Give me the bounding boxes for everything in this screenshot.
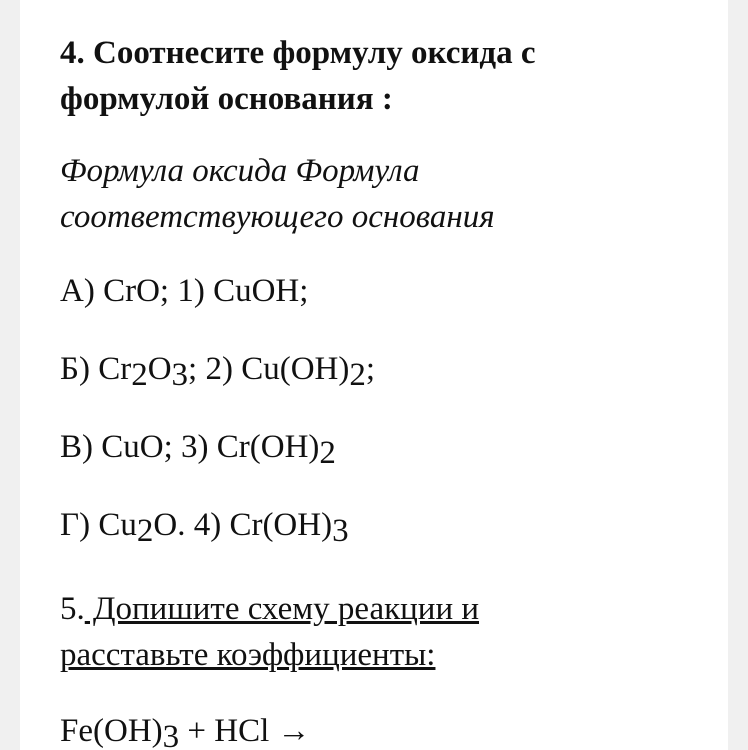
row-g-oxide-part2: O xyxy=(153,507,178,543)
task5-text-line1: Допишите схему реакции и xyxy=(84,591,480,627)
row-b-sep: ; xyxy=(188,351,206,387)
row-g-oxide-sub1: 2 xyxy=(136,512,154,549)
row-b-oxide-sub2: 3 xyxy=(171,356,189,393)
row-b-num: 2) xyxy=(205,351,242,387)
row-v-sep: ; xyxy=(163,429,182,465)
row-g-base-sub1: 3 xyxy=(332,512,349,549)
row-b-base-part1: Cu(OH) xyxy=(241,351,350,387)
row-v-base-sub1: 2 xyxy=(319,434,336,471)
row-g-letter: Г) xyxy=(60,507,99,543)
row-v-base-part1: Cr(OH) xyxy=(216,429,320,465)
row-g-oxide-part1: Cu xyxy=(98,507,137,543)
row-b-oxide-sub1: 2 xyxy=(131,356,148,393)
task5-heading xyxy=(60,586,710,678)
row-a-oxide: CrO xyxy=(103,273,160,309)
row-v-letter: В) xyxy=(60,429,102,465)
match-row-b xyxy=(60,346,710,392)
row-b-base-sub1: 2 xyxy=(349,356,366,393)
row-a-end: ; xyxy=(299,273,309,309)
row-b-oxide-part1: Cr xyxy=(98,351,132,387)
task4-subheading-line2: соответствующего основания xyxy=(60,199,495,235)
row-b-end: ; xyxy=(365,351,376,387)
match-row-g xyxy=(60,502,710,548)
row-b-oxide-part2: O xyxy=(147,351,172,387)
task4-heading-line1: 4. Соотнесите формулу оксида с xyxy=(60,35,536,71)
row-b-letter: Б) xyxy=(60,351,99,387)
reaction-part1: Fe(OH) xyxy=(60,713,163,749)
row-a-letter: А) xyxy=(60,273,104,309)
task4-heading xyxy=(60,30,710,122)
task5-line1 xyxy=(60,586,710,632)
row-v-num: 3) xyxy=(181,429,217,465)
document-page xyxy=(20,0,728,750)
document-content xyxy=(60,30,710,750)
task4-subheading-line1: Формула оксида Формула xyxy=(60,153,420,189)
row-g-sep: . xyxy=(177,507,194,543)
row-a-sep: ; xyxy=(159,273,178,309)
row-a-num: 1) xyxy=(177,273,214,309)
task5-reaction xyxy=(60,708,710,750)
task5-text-line2: расставьте коэффициенты: xyxy=(60,637,436,673)
task4-heading-line2: формулой основания : xyxy=(60,81,393,117)
match-row-v xyxy=(60,424,710,470)
match-row-a xyxy=(60,268,710,314)
reaction-part2: + HCl → xyxy=(179,713,311,749)
row-g-num: 4) xyxy=(193,507,230,543)
task5-number: 5. xyxy=(60,591,85,627)
row-g-base-part1: Cr(OH) xyxy=(229,507,333,543)
task4-subheading xyxy=(60,148,710,240)
reaction-sub1: 3 xyxy=(162,718,180,750)
row-a-base: CuOH xyxy=(213,273,300,309)
row-v-oxide: CuO xyxy=(101,429,164,465)
